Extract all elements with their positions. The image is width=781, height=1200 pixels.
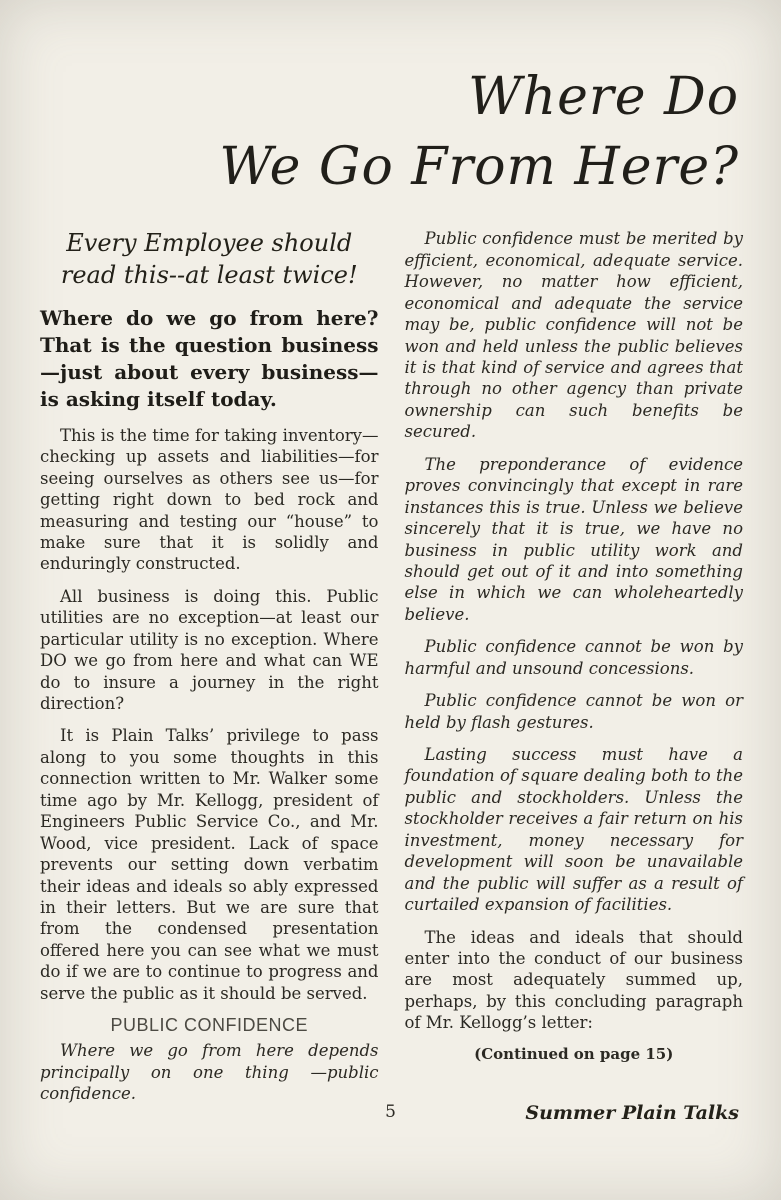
publication-name: Summer Plain Talks	[525, 1102, 739, 1124]
letter-paragraph: Public confidence cannot be won or held by flash gestures.	[404, 691, 743, 732]
letter-paragraph: Public confidence cannot be won by harmful and unsound concessions.	[404, 637, 743, 678]
body-paragraph: All business is doing this. Public utilities are no exception—at least our particular utility is no exception. Where DO we go from here and what can WE do to insure a journey in the right direction?	[40, 586, 379, 713]
article-title-line2: We Go From Here?	[219, 137, 739, 198]
letter-paragraph: Lasting success must have a foundation of square dealing both to the public and stockholders. Unless the stockholder receives a fair return on his investment, money necessary for development will soon be unavailable and the public will suffer as a result of curtailed expansion of facilities.	[404, 745, 743, 915]
employee-note-line2: read this--at least twice!	[60, 260, 358, 289]
page-number: 5	[385, 1102, 396, 1122]
left-column	[40, 228, 379, 1115]
employee-note-line1: Every Employee should	[66, 229, 353, 258]
article-title	[0, 0, 781, 202]
closing-paragraph: The ideas and ideals that should enter into the conduct of our business are most adequately summed up, perhaps, by this concluding paragraph of Mr. Kellogg’s letter:	[404, 927, 743, 1033]
public-confidence-subheading: PUBLIC CONFIDENCE	[110, 1015, 309, 1036]
letter-paragraph: Public confidence must be merited by efficient, economical, adequate service. However, no matter how efficient, economical and adequate the service may be, public confidence will not be won and held unless the public believes it is that kind of service and agrees that through no other agency than private ownership can such benefits be secured.	[404, 229, 743, 442]
letter-paragraph: The preponderance of evidence proves convincingly that except in rare instances this is true. Unless we believe sincerely that it is true, we have no business in public utility work and should get out of it and into something else in which we can wholeheartedly believe.	[404, 454, 743, 624]
employee-note-heading	[40, 228, 379, 290]
lead-question-heading: Where do we go from here? That is the question business —just about every business— is asking itself today.	[40, 305, 379, 411]
public-confidence-note: Where we go from here depends principally on one thing —public confidence.	[40, 1041, 379, 1103]
right-column	[405, 228, 744, 1115]
body-paragraph: It is Plain Talks’ privilege to pass along to you some thoughts in this connection written to Mr. Walker some time ago by Mr. Kellogg, president of Engineers Public Service Co., and Mr. Wood, vice president. Lack of space prevents our setting down verbatim their ideas and ideals so ably expressed in their letters. But we are sure that from the condensed presentation offered here you can see what we must do if we are to continue to progress and serve the public as it should be served.	[40, 726, 379, 1003]
body-paragraph: This is the time for taking inventory—checking up assets and liabilities—for seeing ourselves as others see us—for getting right down to bed rock and measuring and testing our “house” to make sure that it is solidly and enduringly constructed.	[40, 425, 379, 574]
article-title-line1: Where Do	[468, 67, 739, 127]
article-columns	[0, 202, 781, 1115]
continued-note: (Continued on page 15)	[474, 1044, 674, 1063]
page-footer	[0, 1102, 781, 1128]
